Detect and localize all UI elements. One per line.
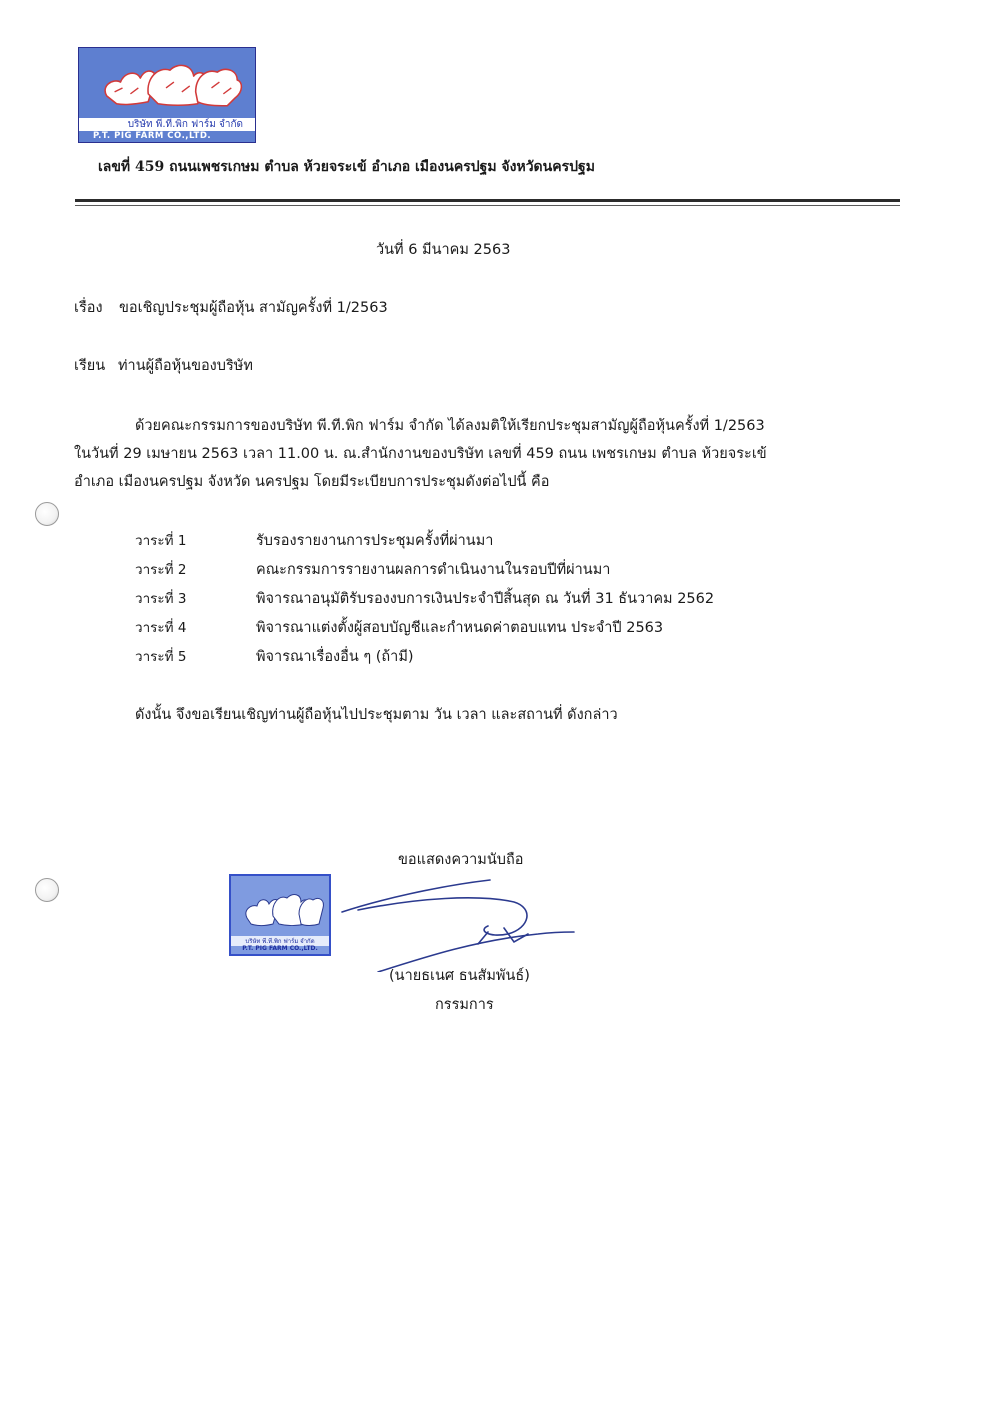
body-line-2: ในวันที่ 29 เมษายน 2563 เวลา 11.00 น. ณ.สำนักงานของบริษัท เลขที่ 459 ถนน เพชรเกษม ตำบล ห้วยจระเข้ bbox=[74, 446, 767, 462]
agenda-item-label: วาระที่ 2 bbox=[135, 562, 187, 578]
to-text: ท่านผู้ถือหุ้นของบริษัท bbox=[118, 358, 253, 374]
subject-label: เรื่อง bbox=[74, 300, 103, 316]
stamp-thai-name: บริษัท พี.ที.พิก ฟาร์ม จำกัด bbox=[231, 936, 329, 946]
body-line-3: อำเภอ เมืองนครปฐม จังหวัด นครปฐม โดยมีระเบียบการประชุมดังต่อไปนี้ คือ bbox=[74, 474, 550, 490]
agenda-item-label: วาระที่ 3 bbox=[135, 591, 187, 607]
signatory-name: (นายธเนศ ธนสัมพันธ์) bbox=[389, 968, 530, 984]
agenda-item-label: วาระที่ 4 bbox=[135, 620, 187, 636]
agenda-item-text: พิจารณาอนุมัติรับรองงบการเงินประจำปีสิ้นสุด ณ วันที่ 31 ธันวาคม 2562 bbox=[256, 591, 715, 607]
to-label: เรียน bbox=[74, 358, 106, 374]
agenda-item-label: วาระที่ 1 bbox=[135, 533, 187, 549]
letter-date: วันที่ 6 มีนาคม 2563 bbox=[376, 242, 511, 258]
company-logo bbox=[78, 47, 256, 143]
agenda-item-text: พิจารณาแต่งตั้งผู้สอบบัญชีและกำหนดค่าตอบแทน ประจำปี 2563 bbox=[256, 620, 664, 636]
stamp-english-name: P.T. PIG FARM CO.,LTD. bbox=[242, 945, 318, 952]
agenda-item-label: วาระที่ 5 bbox=[135, 649, 187, 665]
hole-punch-mark bbox=[35, 878, 59, 902]
closing-line: ดังนั้น จึงขอเรียนเชิญท่านผู้ถือหุ้นไปประชุมตาม วัน เวลา และสถานที่ ดังกล่าว bbox=[135, 707, 618, 723]
pig-logo-icon bbox=[79, 48, 255, 118]
subject-text: ขอเชิญประชุมผู้ถือหุ้น สามัญครั้งที่ 1/2563 bbox=[119, 300, 388, 316]
hole-punch-mark bbox=[35, 502, 59, 526]
regards-text: ขอแสดงความนับถือ bbox=[398, 852, 524, 868]
handwritten-signature bbox=[338, 872, 578, 972]
agenda-item-text: คณะกรรมการรายงานผลการดำเนินงานในรอบปีที่ผ่านมา bbox=[256, 562, 611, 578]
company-stamp bbox=[229, 874, 331, 956]
company-address: เลขที่ 459 ถนนเพชรเกษม ตำบล ห้วยจระเข้ อำเภอ เมืองนครปฐม จังหวัดนครปฐม bbox=[98, 159, 595, 175]
signatory-title: กรรมการ bbox=[435, 997, 494, 1013]
logo-thai-name: บริษัท พี.ที.พิก ฟาร์ม จำกัด bbox=[79, 118, 255, 131]
agenda-item-text: รับรองรายงานการประชุมครั้งที่ผ่านมา bbox=[256, 533, 494, 549]
agenda-item-text: พิจารณาเรื่องอื่น ๆ (ถ้ามี) bbox=[256, 649, 414, 665]
header-divider-thin bbox=[75, 205, 900, 206]
header-divider bbox=[75, 199, 900, 202]
logo-english-name: P.T. PIG FARM CO.,LTD. bbox=[93, 131, 212, 141]
stamp-pig-logo-icon bbox=[233, 878, 327, 936]
body-line-1: ด้วยคณะกรรมการของบริษัท พี.ที.พิก ฟาร์ม จำกัด ได้ลงมติให้เรียกประชุมสามัญผู้ถือหุ้นครั้งที่ 1/2563 bbox=[135, 418, 765, 434]
